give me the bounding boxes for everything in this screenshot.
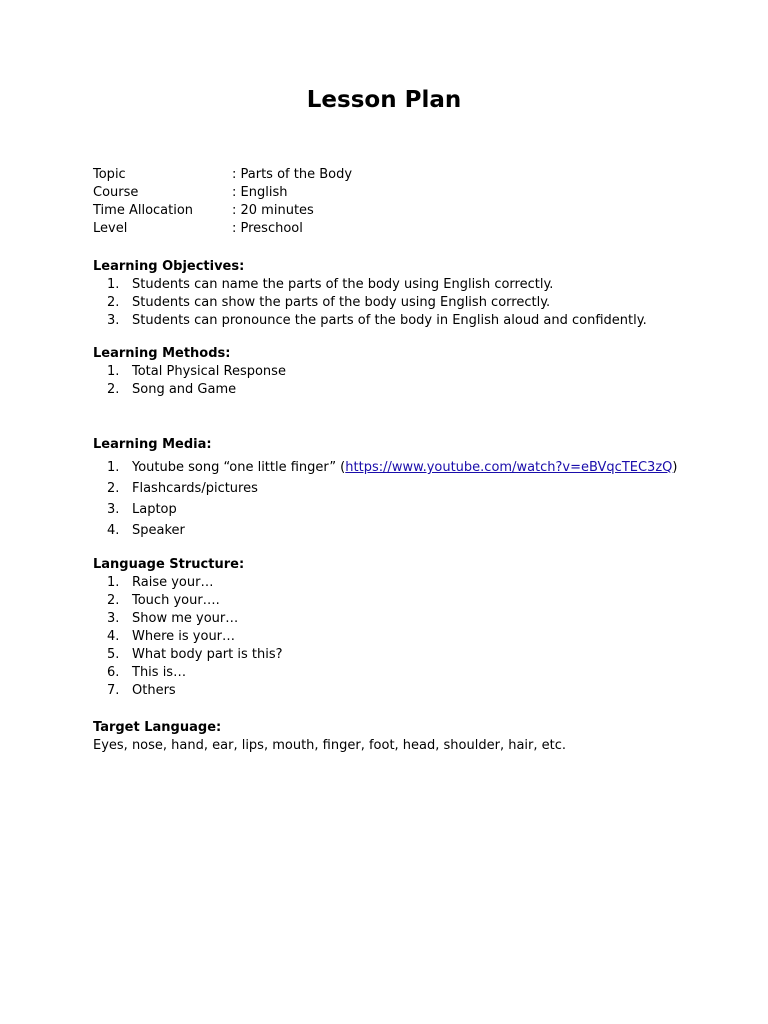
list-item: 1. Total Physical Response	[107, 364, 286, 379]
list-item: 5. What body part is this?	[107, 647, 283, 662]
media-list	[107, 457, 677, 541]
target-heading: Target Language:	[93, 720, 222, 735]
page-title: Lesson Plan	[306, 87, 462, 113]
target-language-text: Eyes, nose, hand, ear, lips, mouth, finger, foot, head, shoulder, hair, etc.	[93, 738, 567, 753]
list-item: 2. Touch your….	[107, 593, 220, 608]
level-row	[93, 220, 352, 238]
structure-heading: Language Structure:	[93, 557, 245, 572]
structure-list	[107, 574, 283, 700]
media-heading: Learning Media:	[93, 437, 212, 452]
list-item: 1. Youtube song “one little finger” (https://www.youtube.com/watch?v=eBVqcTEC3zQ)	[107, 457, 677, 478]
topic-row	[93, 166, 352, 184]
course-label: Course	[93, 185, 139, 200]
list-item: 2. Song and Game	[107, 382, 237, 397]
list-item: 4. Speaker	[107, 523, 185, 538]
list-item: 2. Flashcards/pictures	[107, 481, 258, 496]
methods-list	[107, 363, 286, 399]
methods-heading: Learning Methods:	[93, 346, 231, 361]
course-row	[93, 184, 352, 202]
course-value: : English	[232, 185, 288, 200]
time-allocation-row	[93, 202, 352, 220]
list-item: 3. Laptop	[107, 502, 177, 517]
list-item: 6. This is…	[107, 665, 187, 680]
level-label: Level	[93, 221, 128, 236]
topic-value: : Parts of the Body	[232, 167, 353, 182]
objectives-heading: Learning Objectives:	[93, 259, 245, 274]
time-allocation-label: Time Allocation	[93, 203, 194, 218]
list-item: 7. Others	[107, 683, 176, 698]
list-item: 3. Students can pronounce the parts of the body in English aloud and confidently.	[107, 313, 647, 328]
topic-label: Topic	[93, 167, 126, 182]
level-value: : Preschool	[232, 221, 303, 236]
list-item: 1. Students can name the parts of the body using English correctly.	[107, 277, 554, 292]
objectives-list	[107, 276, 647, 330]
list-item: 3. Show me your…	[107, 611, 239, 626]
list-item: 4. Where is your…	[107, 629, 236, 644]
lesson-info	[93, 166, 352, 238]
list-item: 1. Raise your…	[107, 575, 214, 590]
youtube-link[interactable]: https://www.youtube.com/watch?v=eBVqcTEC3zQ	[345, 460, 673, 475]
time-allocation-value: : 20 minutes	[232, 203, 314, 218]
list-item: 2. Students can show the parts of the body using English correctly.	[107, 295, 551, 310]
youtube-song-item: Youtube song “one little finger” (https://www.youtube.com/watch?v=eBVqcTEC3zQ)	[132, 460, 678, 475]
